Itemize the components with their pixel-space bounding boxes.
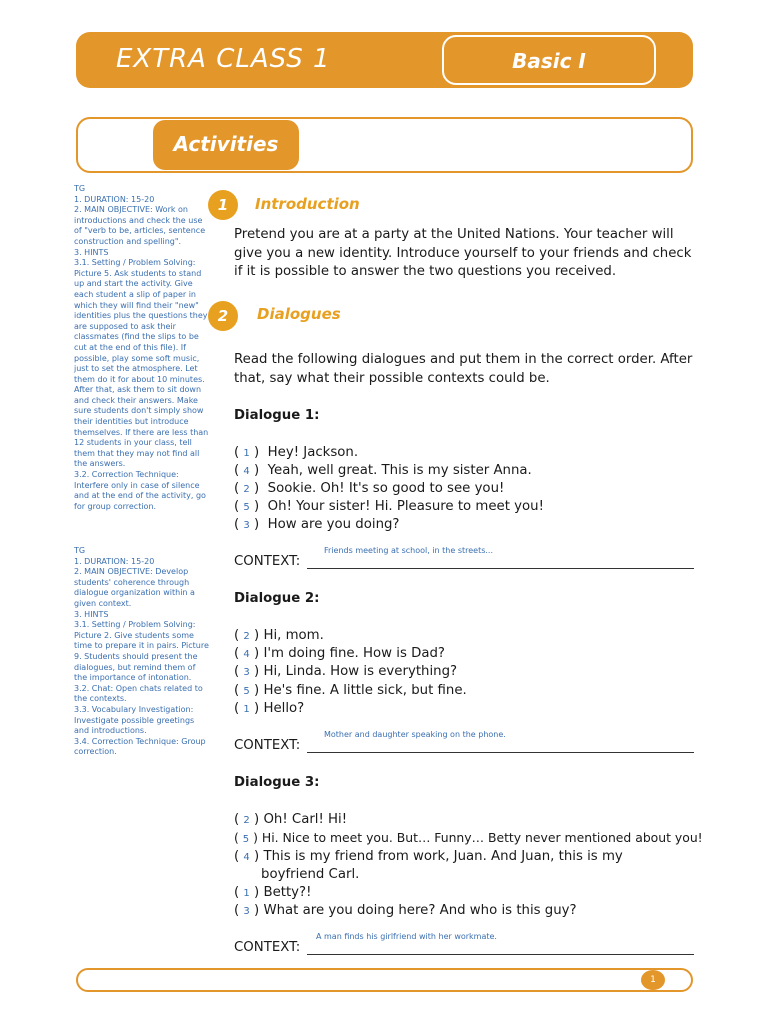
dialogue-3-context <box>234 932 694 958</box>
dialogue-line: ( 3 ) How are you doing? <box>234 517 400 532</box>
dialogue-line: ( 1 ) Betty?! <box>234 885 312 900</box>
footer-band <box>76 968 693 992</box>
dialogue-line: ( 2 ) Hi, mom. <box>234 628 324 643</box>
header-title: EXTRA CLASS 1 <box>116 44 331 74</box>
note-line: 3.4. Correction Technique: Group correction. <box>74 736 206 757</box>
dialogue-line: ( 5 ) Oh! Your sister! Hi. Pleasure to meet you! <box>234 499 544 514</box>
dialogue-line: ( 1 ) Hey! Jackson. <box>234 445 359 460</box>
context-underline <box>307 954 694 955</box>
dialogue-1-title: Dialogue 1: <box>234 408 320 423</box>
context-label: CONTEXT: <box>234 554 301 569</box>
line-text: Betty?! <box>263 885 312 900</box>
introduction-text: Pretend you are at a party at the United Nations. Your teacher will give you a new identity. Introduce yourself to your friends and check if it is possible to answer the two questions you received. <box>234 227 692 279</box>
note-line: 3.2. Chat: Open chats related to the contexts. <box>74 683 203 704</box>
dialogue-1-context <box>234 546 694 572</box>
dialogue-line: ( 3 ) Hi, Linda. How is everything? <box>234 664 458 679</box>
teacher-guide-note-1 <box>74 184 210 512</box>
context-answer: Friends meeting at school, in the streets... <box>324 546 494 555</box>
section-1-number: 1 <box>208 190 238 220</box>
line-text: Sookie. Oh! It's so good to see you! <box>267 481 505 496</box>
context-underline <box>307 568 694 569</box>
line-text: How are you doing? <box>267 517 400 532</box>
note-line: 3.1. Setting / Problem Solving: Picture 5. Ask students to stand up and start the activity. Give each student a slip of paper in which they will find their "new" identities plus the questions they are supposed to ask their classmates (find the slips to be cut at the end of this file). If possible, play some soft music, just to set the atmosphere. Let them do it for about 10 minutes. After that, ask them to sit down and check their answers. Make sure students don't simply show their identities but introduce themselves. If there are less than 12 students in your class, tell them that they may not find all the answers. <box>74 258 209 469</box>
dialogue-line: ( 2 ) Oh! Carl! Hi! <box>234 812 348 827</box>
dialogue-2-title: Dialogue 2: <box>234 591 320 606</box>
note-line: 3.3. Vocabulary Investigation: Investigate possible greetings and introductions. <box>74 704 195 736</box>
dialogue-line: ( 1 ) Hello? <box>234 701 305 716</box>
line-text: Hi, Linda. How is everything? <box>263 664 458 679</box>
note-line: 3. HINTS <box>74 247 109 257</box>
line-text: Oh! Carl! Hi! <box>263 812 348 827</box>
line-text: Hi, mom. <box>263 628 324 643</box>
line-text: What are you doing here? And who is this guy? <box>263 903 577 918</box>
dialogue-line-continuation <box>261 866 359 884</box>
order-number: 5 <box>243 502 250 513</box>
note-line: 2. MAIN OBJECTIVE: Develop students' coherence through dialogue organization within a given context. <box>74 567 195 608</box>
line-text: Hey! Jackson. <box>267 445 359 460</box>
dialogue-line: ( 5 ) He's fine. A little sick, but fine. <box>234 683 467 698</box>
note-line: 2. MAIN OBJECTIVE: Work on introductions and check the use of "verb to be, articles, sentence construction and spelling". <box>74 205 206 246</box>
line-text: Hello? <box>263 701 305 716</box>
note-line: 3.1. Setting / Problem Solving: Picture 2. Give students some time to prepare it in pairs. Picture 9. Students should present the dialogues, but remind them of the importance of intonation. <box>74 620 209 683</box>
line-text: Yeah, well great. This is my sister Anna. <box>267 463 532 478</box>
order-number: 2 <box>243 484 250 495</box>
page-number: 1 <box>641 970 665 990</box>
order-number: 4 <box>243 466 250 477</box>
note-line: TG <box>74 546 86 555</box>
dialogue-line: ( 4 ) I'm doing fine. How is Dad? <box>234 646 445 661</box>
context-answer: A man finds his girlfriend with her workmate. <box>316 932 497 941</box>
note-line: 3.2. Correction Technique: Interfere only in case of silence and at the end of the activity, go for group correction. <box>74 470 206 511</box>
section-2-title: Dialogues <box>257 305 341 323</box>
line-text: Oh! Your sister! Hi. Pleasure to meet you! <box>267 499 544 514</box>
order-number: 1 <box>243 704 250 715</box>
dialogues-instructions: Read the following dialogues and put them in the correct order. After that, say what their possible contexts could be. <box>234 352 693 386</box>
dialogue-line: ( 4 ) Yeah, well great. This is my sister Anna. <box>234 463 532 478</box>
teacher-guide-note-2 <box>74 546 210 758</box>
context-underline <box>307 752 694 753</box>
note-line: TG <box>74 184 86 193</box>
dialogue-line: ( 5 ) Hi. Nice to meet you. But… Funny… Betty never mentioned about you! <box>234 830 703 845</box>
dialogue-line: ( 4 ) This is my friend from work, Juan. And Juan, this is my <box>234 849 623 864</box>
order-number: 3 <box>243 906 250 917</box>
activities-tab <box>153 120 299 170</box>
order-number: 4 <box>243 852 250 863</box>
context-answer: Mother and daughter speaking on the phone. <box>324 730 506 739</box>
order-number: 2 <box>243 815 250 826</box>
order-number: 4 <box>243 649 250 660</box>
section-1-title: Introduction <box>255 195 360 213</box>
order-number: 3 <box>243 667 250 678</box>
note-line: 1. DURATION: 15-20 <box>74 556 155 566</box>
dialogue-2-context <box>234 730 694 756</box>
line-text: Hi. Nice to meet you. But… Funny… Betty never mentioned about you! <box>261 830 703 845</box>
line-text: boyfriend Carl. <box>261 867 360 882</box>
line-text: This is my friend from work, Juan. And Juan, this is my <box>263 849 623 864</box>
note-line: 3. HINTS <box>74 609 109 619</box>
line-text: He's fine. A little sick, but fine. <box>263 683 467 698</box>
context-label: CONTEXT: <box>234 738 301 753</box>
line-text: I'm doing fine. How is Dad? <box>263 646 445 661</box>
context-label: CONTEXT: <box>234 940 301 955</box>
order-number: 1 <box>243 888 250 899</box>
order-number: 2 <box>243 631 250 642</box>
order-number: 5 <box>242 834 250 845</box>
activities-label: Activities <box>173 132 279 156</box>
section-2-number: 2 <box>208 301 238 331</box>
order-number: 5 <box>243 686 250 697</box>
dialogue-3-title: Dialogue 3: <box>234 775 320 790</box>
level-label: Basic I <box>512 49 586 73</box>
order-number: 3 <box>243 520 250 531</box>
order-number: 1 <box>243 448 250 459</box>
header-band <box>76 32 693 88</box>
dialogue-line: ( 3 ) What are you doing here? And who is this guy? <box>234 903 577 918</box>
dialogue-line: ( 2 ) Sookie. Oh! It's so good to see you! <box>234 481 505 496</box>
note-line: 1. DURATION: 15-20 <box>74 194 155 204</box>
level-pill <box>442 35 656 85</box>
